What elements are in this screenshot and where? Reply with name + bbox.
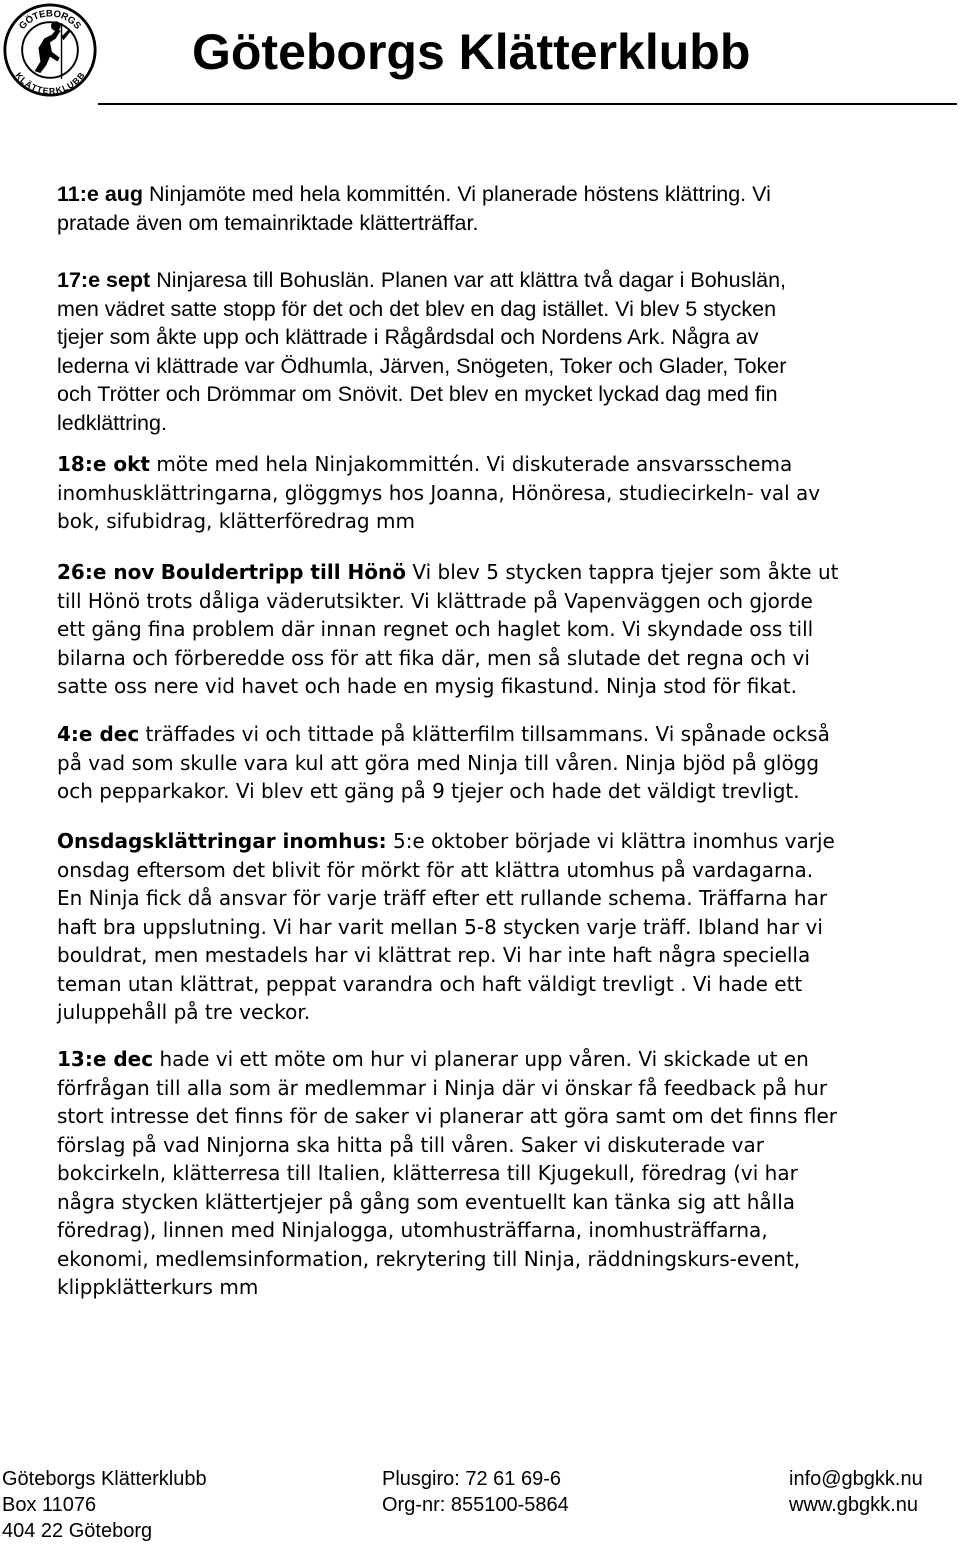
entry-sept [57,266,786,437]
club-title: Göteborgs Klätterklubb [192,24,751,80]
entry-okt [57,450,820,536]
entry-date: 4:e dec [57,722,140,746]
entry-date: 26:e nov [57,560,155,584]
footer-address [2,1466,207,1544]
entry-date: 17:e sept [57,268,151,292]
entry-text: hade vi ett möte om hur vi planerar upp våren. Vi skickade ut en förfrågan till alla som är medlemmar i Ninja där vi önskar få feedback på hur stort intresse det finns för de saker vi planerar att göra samt om det finns fler förslag på vad Ninjorna ska hitta på till våren. Saker vi diskuterade var bokcirkeln, klätterresa till Italien, klätterresa till Kjugekull, föredrag (vi har några stycken klättertjejer på gång som eventuellt kan tänka sig att hålla föredrag), linnen med Ninjalogga, utomhusträffarna, inomhusträffarna, ekonomi, medlemsinformation, rekrytering till Ninja, räddningskurs-event, klippklätterkurs mm [57,1047,837,1299]
footer-contact [789,1466,923,1518]
footer-postal: 404 22 Göteborg [2,1520,153,1542]
entry-text: träffades vi och tittade på klätterfilm tillsammans. Vi spånade också på vad som skulle vara kul att göra med Ninja till våren. Ninja bjöd på glögg och pepparkakor. Vi blev ett gäng på 9 tjejer och hade det väldigt trevligt. [57,722,830,803]
entry-date: 11:e aug [57,182,144,206]
entry-text: Ninjaresa till Bohuslän. Planen var att klättra två dagar i Bohuslän, men vädret satte stopp för det och det blev en dag istället. Vi blev 5 stycken tjejer som åkte upp och klättrade i Rågårdsdal och Nordens Ark. Några av lederna vi klättrade var Ödhumla, Järven, Snögeten, Toker och Glader, Toker och Trötter och Drömmar om Snövit. Det blev en mycket lyckad dag med fin ledklättring. [57,268,787,435]
page-footer [0,1466,960,1546]
entry-text: Vi blev 5 stycken tappra tjejer som åkte ut till Hönö trots dåliga väderutsikter. Vi klättrade på Vapenväggen och gjorde ett gäng fina problem där innan regnet och haglet kom. Vi skyndade oss till bilarna och förberedde oss för att fika där, men så slutade det regna och vi satte oss nere vid havet och hade en mysig fikastund. Ninja stod för fikat. [57,560,839,698]
entry-text: möte med hela Ninjakommittén. Vi diskuterade ansvarsschema inomhusklättringarna, glöggmys hos Joanna, Hönöresa, studiecirkeln- val av bok, sifubidrag, klätterföredrag mm [57,452,821,533]
footer-club-name: Göteborgs Klätterklubb [2,1468,207,1490]
entry-text: Ninjamöte med hela kommittén. Vi planerade höstens klättring. Vi pratade även om temainriktade klätterträffar. [57,182,771,235]
entry-aug [57,180,771,237]
entry-title: Bouldertripp till Hönö [160,560,406,584]
footer-website-link[interactable]: www.gbgkk.nu [789,1494,918,1516]
club-logo [2,2,98,98]
entry-date: 18:e okt [57,452,150,476]
footer-email-link[interactable]: info@gbgkk.nu [789,1468,923,1490]
header-divider [98,103,957,105]
entry-text: 5:e oktober började vi klättra inomhus varje onsdag eftersom det blivit för mörkt för att klättra utomhus på vardagarna. En Ninja fick då ansvar för varje träff efter ett rullande schema. Träffarna har haft bra uppslutning. Vi har varit mellan 5-8 stycken varje träff. Ibland har vi bouldrat, men mestadels har vi klättrat rep. Vi har inte haft några speciella teman utan klättrat, peppat varandra och haft väldigt trevligt . Vi hade ett juluppehåll på tre veckor. [57,829,835,1024]
entry-nov [57,558,838,701]
entry-date: 13:e dec [57,1047,154,1071]
entry-dec-4 [57,720,830,806]
footer-orgnr: Org-nr: 855100-5864 [382,1494,569,1516]
page-header [0,0,960,112]
entry-onsdag [57,827,835,1027]
footer-box: Box 11076 [2,1494,97,1516]
svg-text:GÖTEBORGS: GÖTEBORGS [17,8,83,32]
entry-dec-13 [57,1045,837,1302]
footer-plusgiro: Plusgiro: 72 61 69-6 [382,1468,562,1490]
entry-date: Onsdagsklättringar inomhus: [57,829,387,853]
svg-text:KLÄTTERKLUBB: KLÄTTERKLUBB [13,70,87,96]
footer-numbers [382,1466,569,1518]
